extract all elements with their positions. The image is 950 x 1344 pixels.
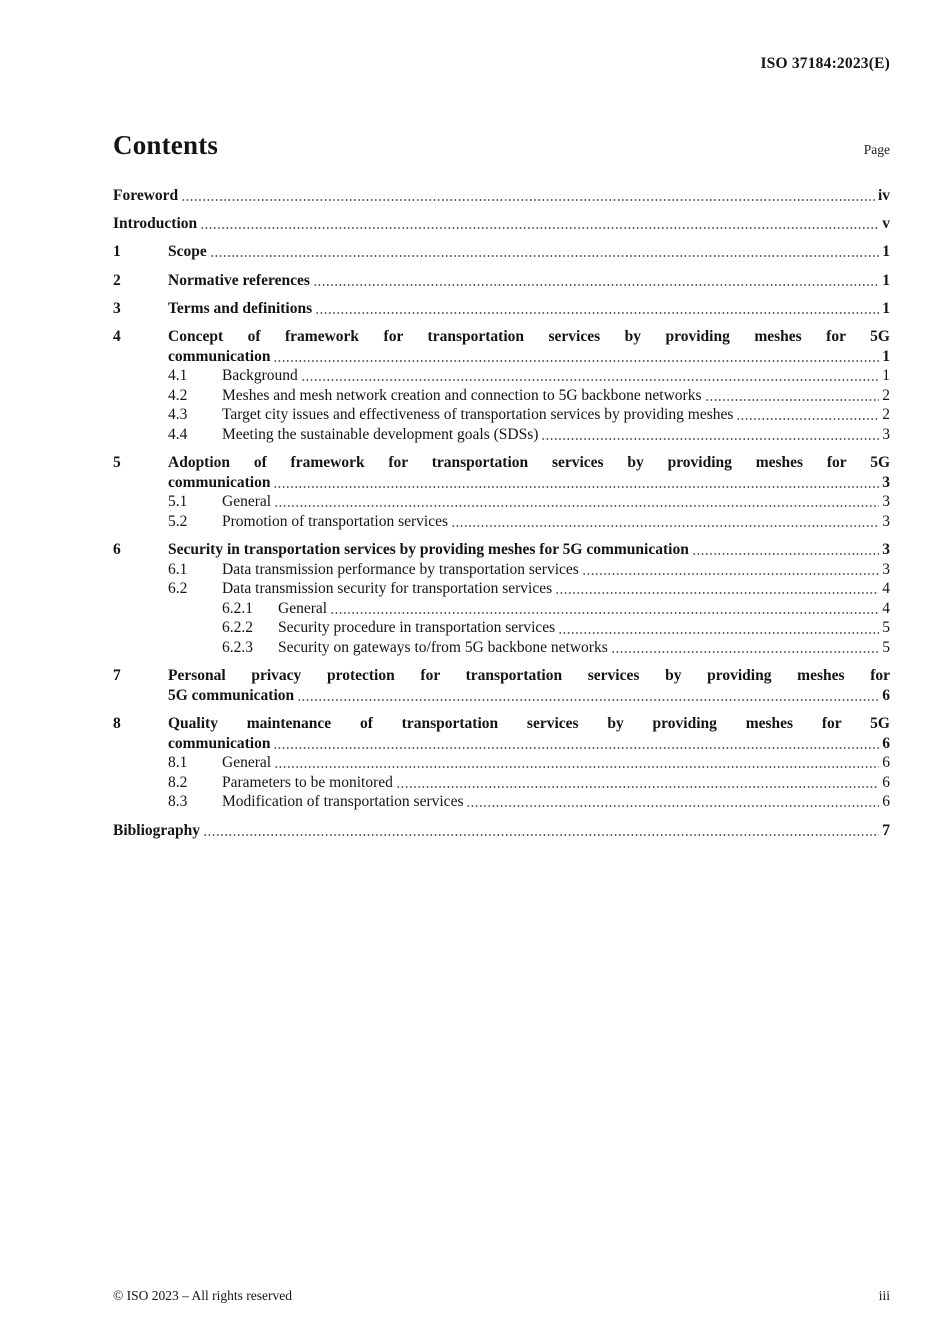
toc-entry (113, 666, 890, 705)
toc-entry-number: 4.2 (168, 386, 188, 404)
toc-entry (113, 512, 890, 532)
dot-leader (275, 504, 879, 508)
toc-entry-body (113, 186, 890, 206)
toc-entry-title: Modification of transportation services (222, 793, 464, 811)
toc-entry-title: Bibliography (113, 821, 200, 839)
toc-entry-number: 4.4 (168, 425, 188, 443)
page-footer (113, 1288, 890, 1304)
toc-entry-title: Introduction (113, 215, 198, 233)
toc-entry-body (168, 666, 890, 705)
toc-entry-title-continuation-row (168, 473, 890, 493)
toc-entry-title: Concept of framework for transportation services by providing meshes for 5G (168, 327, 890, 345)
toc-entry-page-number: 1 (882, 299, 890, 317)
toc-entry-number: 6.1 (168, 560, 188, 578)
toc-entry (113, 214, 890, 234)
toc-entry-title: Foreword (113, 187, 179, 204)
toc-entry-title-continued: communication (168, 347, 271, 365)
dot-leader (302, 378, 879, 382)
toc-entry-number: 6 (113, 541, 121, 559)
dot-leader (542, 437, 879, 441)
toc-entry-number: 3 (113, 299, 121, 317)
toc-entry (113, 242, 890, 262)
toc-entry-body (222, 386, 890, 406)
toc-entry-body (278, 638, 890, 658)
toc-entry-title: Security in transportation services by providing meshes for 5G communication (168, 541, 689, 559)
toc-entry-body (278, 618, 890, 638)
toc-entry (113, 773, 890, 793)
toc-list (113, 186, 890, 840)
toc-entry-page-number: 2 (882, 386, 890, 404)
page-column-label: Page (863, 142, 890, 157)
toc-entry (113, 579, 890, 599)
toc-entry-page-number: 4 (882, 580, 890, 598)
toc-entry-page-number: 4 (882, 599, 890, 617)
toc-entry-body (222, 492, 890, 512)
toc-entry (113, 425, 890, 445)
toc-entry (113, 714, 890, 753)
toc-entry-title: Background (222, 367, 298, 385)
toc-entry-page-number: 1 (882, 271, 890, 289)
toc-entry-page-number: 6 (882, 734, 890, 752)
toc-entry-number: 4 (113, 327, 121, 345)
toc-entry (113, 453, 890, 492)
toc-entry (113, 599, 890, 619)
toc-entry-number: 7 (113, 667, 121, 685)
dot-leader (314, 283, 879, 287)
toc-entry-page-number: 3 (882, 560, 890, 578)
toc-entry-body (113, 214, 890, 234)
toc-entry-title: General (278, 599, 328, 617)
toc-entry-title: Meeting the sustainable development goals (SDSs) (222, 425, 539, 443)
toc-entry-title-continuation-row (168, 686, 890, 706)
toc-entry-body (168, 453, 890, 492)
toc-entry-page-number: 6 (882, 754, 890, 772)
toc-entry-title: Adoption of framework for transportation services by providing meshes for 5G (168, 454, 890, 472)
dot-leader (274, 359, 879, 363)
toc-entry-number: 5.1 (168, 493, 188, 511)
toc-entry (113, 327, 890, 366)
toc-entry-number: 5.2 (168, 512, 188, 530)
toc-entry-title: General (222, 493, 272, 511)
toc-entry-page-number: 3 (882, 473, 890, 491)
toc-entry-body (168, 299, 890, 319)
toc-entry-title: Terms and definitions (168, 299, 313, 317)
toc-entry-title: General (222, 754, 272, 772)
dot-leader (556, 591, 879, 595)
toc-entry-body (222, 405, 890, 425)
toc-entry-number: 8.3 (168, 793, 188, 811)
document-reference: ISO 37184:2023(E) (760, 55, 890, 72)
toc-entry-title-continued: communication (168, 734, 271, 752)
toc-entry-page-number: 5 (882, 619, 890, 637)
toc-entry-body (222, 579, 890, 599)
contents-header (113, 130, 890, 161)
toc-entry-title: Target city issues and effectiveness of transportation services by providing meshes (222, 406, 734, 424)
toc-entry-page-number: iv (877, 187, 890, 204)
dot-leader (737, 417, 879, 421)
toc-entry-body (168, 540, 890, 560)
dot-leader (397, 785, 879, 789)
toc-entry-body (222, 753, 890, 773)
folio-page-number: iii (878, 1288, 890, 1303)
toc-entry-title: Data transmission security for transportation services (222, 580, 553, 598)
toc-entry-title: Parameters to be monitored (222, 773, 393, 791)
toc-entry-title-continued: 5G communication (168, 686, 295, 704)
toc-entry (113, 540, 890, 560)
dot-leader (693, 552, 879, 556)
toc-entry (113, 638, 890, 658)
toc-entry-page-number: 2 (882, 406, 890, 424)
toc-entry (113, 821, 890, 841)
dot-leader (182, 198, 875, 202)
toc-entry-page-number: 1 (882, 243, 890, 261)
toc-entry-number: 8 (113, 715, 121, 732)
toc-entry-body (168, 714, 890, 753)
toc-entry (113, 271, 890, 291)
toc-entry-body (278, 599, 890, 619)
toc-entry-number: 8.2 (168, 773, 188, 791)
toc-entry-page-number: 6 (882, 793, 890, 811)
toc-entry-body (222, 425, 890, 445)
toc-entry-body (222, 366, 890, 386)
toc-entry-number: 1 (113, 243, 121, 261)
toc-entry-page-number: 1 (882, 367, 890, 385)
dot-leader (316, 311, 879, 315)
toc-entry-number: 6.2.2 (222, 619, 253, 637)
toc-entry-title: Security on gateways to/from 5G backbone networks (278, 639, 608, 657)
toc-entry-body (168, 327, 890, 366)
toc-entry-number: 8.1 (168, 754, 188, 772)
toc-entry-number: 5 (113, 454, 121, 472)
dot-leader (706, 398, 880, 402)
toc-entry-body (222, 773, 890, 793)
toc-entry-title: Security procedure in transportation services (278, 619, 556, 637)
toc-entry-page-number: 3 (882, 425, 890, 443)
toc-entry (113, 560, 890, 580)
toc-entry-page-number: 6 (882, 773, 890, 791)
toc-entry-body (222, 512, 890, 532)
toc-entry-page-number: 3 (882, 493, 890, 511)
toc-entry-title: Data transmission performance by transportation services (222, 560, 579, 578)
toc-entry-number: 6.2.1 (222, 599, 253, 617)
dot-leader (583, 572, 879, 576)
dot-leader (275, 765, 879, 769)
toc-content (113, 130, 890, 840)
toc-entry-body (168, 242, 890, 262)
toc-entry-title: Promotion of transportation services (222, 512, 448, 530)
dot-leader (298, 698, 879, 702)
toc-entry (113, 753, 890, 773)
toc-entry-title: Quality maintenance of transportation services by providing meshes for 5G (168, 715, 890, 732)
toc-entry-title-continuation-row (168, 734, 890, 754)
toc-entry-title: Normative references (168, 271, 310, 289)
contents-title: Contents (113, 130, 219, 160)
toc-entry (113, 618, 890, 638)
toc-entry-number: 6.2.3 (222, 639, 253, 657)
dot-leader (559, 631, 879, 635)
toc-entry (113, 186, 890, 206)
toc-entry (113, 386, 890, 406)
toc-entry-body (222, 560, 890, 580)
toc-entry (113, 792, 890, 812)
toc-entry-page-number: 5 (882, 639, 890, 657)
dot-leader (612, 650, 880, 654)
dot-leader (274, 485, 879, 489)
dot-leader (467, 804, 879, 808)
toc-entry-title: Personal privacy protection for transportation services by providing meshes for (168, 667, 890, 685)
toc-entry-page-number: 1 (882, 347, 890, 365)
toc-entry-page-number: 6 (882, 686, 890, 704)
toc-entry-title: Scope (168, 243, 207, 261)
dot-leader (452, 524, 879, 528)
toc-entry-page-number: 7 (882, 821, 890, 839)
dot-leader (211, 254, 880, 258)
toc-entry-body (168, 271, 890, 291)
toc-entry-number: 2 (113, 271, 121, 289)
toc-entry-number: 6.2 (168, 580, 188, 598)
dot-leader (201, 226, 879, 230)
toc-entry-number: 4.1 (168, 367, 188, 385)
dot-leader (274, 746, 879, 750)
toc-entry (113, 492, 890, 512)
toc-entry-title-continued: communication (168, 473, 271, 491)
toc-entry-number: 4.3 (168, 406, 188, 424)
toc-entry (113, 299, 890, 319)
toc-entry-page-number: v (882, 215, 890, 233)
toc-entry-title: Meshes and mesh network creation and connection to 5G backbone networks (222, 386, 702, 404)
toc-entry (113, 405, 890, 425)
copyright-notice: © ISO 2023 – All rights reserved (113, 1288, 292, 1303)
toc-entry-page-number: 3 (882, 541, 890, 559)
toc-entry-body (222, 792, 890, 812)
dot-leader (331, 611, 879, 615)
toc-entry-title-continuation-row (168, 347, 890, 367)
toc-entry-body (113, 821, 890, 841)
toc-entry-page-number: 3 (882, 512, 890, 530)
dot-leader (204, 833, 879, 837)
toc-entry (113, 366, 890, 386)
